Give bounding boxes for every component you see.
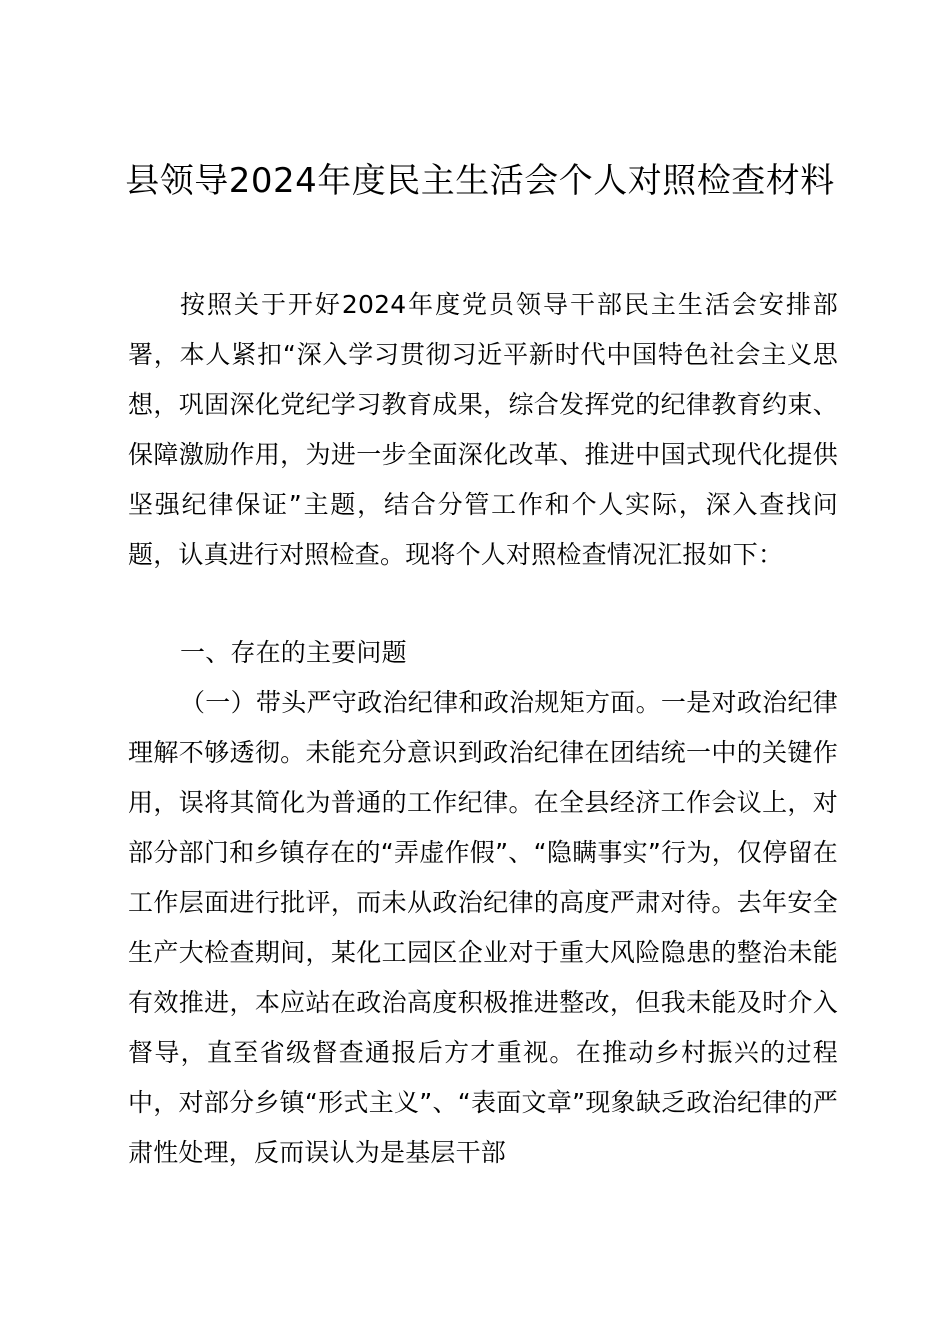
section-heading: 一、存在的主要问题 xyxy=(180,638,407,667)
section-paragraph: （一）带头严守政治纪律和政治规矩方面。一是对政治纪律理解不够透彻。未能充分意识到政治纪律在团结统一中的关键作用，误将其简化为普通的工作纪律。在全县经济工作会议上，对部分部门和乡镇存在的“弄虚作假”、“隐瞒事实”行为，仅停留在工作层面进行批评，而未从政治纪律的高度严肃对待。去年安全生产大检查期间，某化工园区企业对于重大风险隐患的整治未能有效推进，本应站在政治高度积极推进整改，但我未能及时介入督导，直至省级督查通报后方才重视。在推动乡村振兴的过程中，对部分乡镇“形式主义”、“表面文章”现象缺乏政治纪律的严肃性处理，反而误认为是基层干部 xyxy=(128,688,838,1167)
document-title: 县领导2024年度民主生活会个人对照检查材料 xyxy=(125,161,835,201)
intro-paragraph: 按照关于开好2024年度党员领导干部民主生活会安排部署，本人紧扣“深入学习贯彻习近平新时代中国特色社会主义思想，巩固深化党纪学习教育成果，综合发挥党的纪律教育约束、保障激励作用，为进一步全面深化改革、推进中国式现代化提供坚强纪律保证”主题，结合分管工作和个人实际，深入查找问题，认真进行对照检查。现将个人对照检查情况汇报如下： xyxy=(128,290,838,569)
